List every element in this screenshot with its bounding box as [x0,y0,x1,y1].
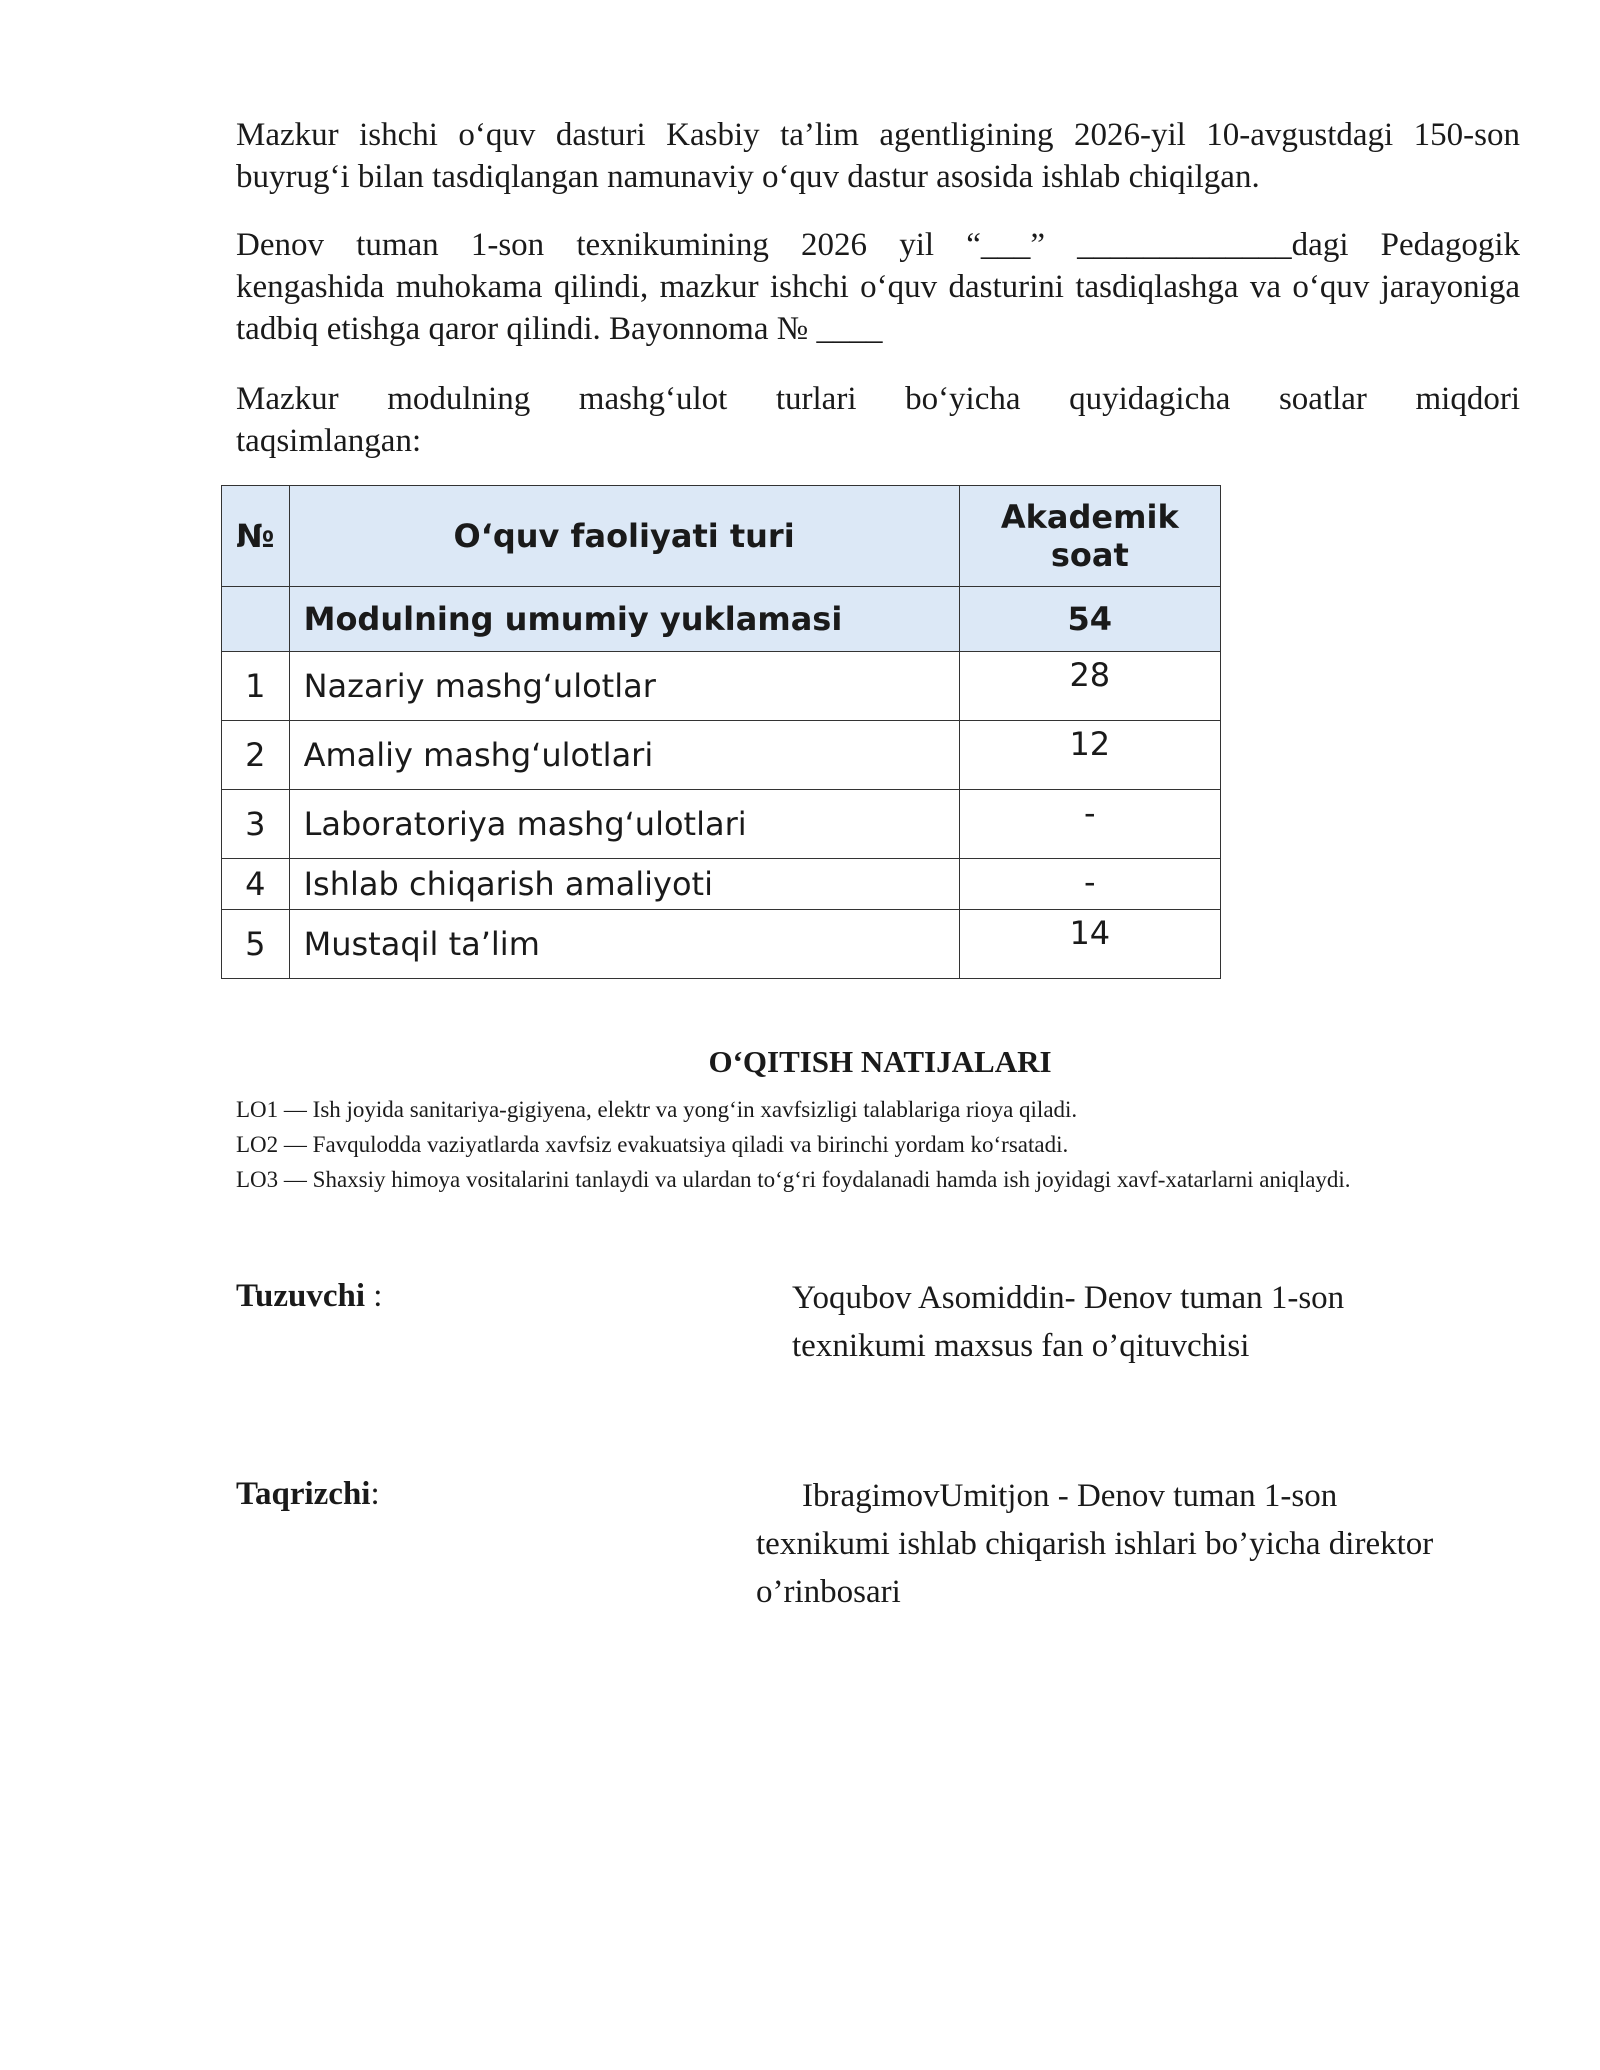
header-activity: O‘quv faoliyati turi [289,486,959,587]
table-row [222,859,1221,910]
total-activity: Modulning umumiy yuklamasi [289,587,959,652]
council-paragraph-rest: kengashida muhokama qilindi, mazkur ishchi o‘quv dasturini tasdiqlashga va o‘quv jarayoniga tadbiq etishga qaror qilindi. Bayonnoma № ____ [236,269,1520,347]
reviewer-info-line: IbragimovUmitjon - Denov tuman 1-son [802,1478,1338,1514]
row-activity: Nazariy mashg‘ulotlar [289,652,959,721]
header-num: № [222,486,290,587]
row-hours: 28 [959,652,1220,721]
table-header-row [222,486,1221,587]
outcome-item: LO1 — Ish joyida sanitariya-gigiyena, elektr va yong‘in xavfsizligi talablariga rioya qiladi. [236,1097,1078,1122]
intro-paragraph: Mazkur ishchi o‘quv dasturi Kasbiy ta’lim agentligining 2026-yil 10-avgustdagi 150-son buyrug‘i bilan tasdiqlangan namunaviy o‘quv dastur asosida ishlab chiqilgan. [236,117,1520,195]
table-total-row [222,587,1221,652]
table-row [222,652,1221,721]
outcome-item: LO3 — Shaxsiy himoya vositalarini tanlaydi va ulardan to‘g‘ri foydalanadi hamda ish joyidagi xavf-xatarlarni aniqlaydi. [236,1167,1351,1192]
row-hours: 12 [959,721,1220,790]
reviewer-info-line: o’rinbosari [756,1574,901,1610]
row-num: 2 [222,721,290,790]
row-hours: - [959,790,1220,859]
row-num: 1 [222,652,290,721]
author-info-line: Yoqubov Asomiddin- Denov tuman 1-son [792,1280,1345,1316]
author-label-text: Tuzuvchi [236,1278,366,1314]
row-activity: Amaliy mashg‘ulotlari [289,721,959,790]
header-hours: Akademik soat [959,486,1220,587]
row-hours: 14 [959,910,1220,979]
reviewer-info [756,1472,1433,1616]
council-paragraph [236,224,1520,350]
author-info-line: texnikumi maxsus fan o’qituvchisi [792,1328,1250,1364]
table-row [222,721,1221,790]
row-num: 4 [222,859,290,910]
outcome-item: LO2 — Favqulodda vaziyatlarda xavfsiz evakuatsiya qiladi va birinchi yordam ko‘rsatadi. [236,1132,1069,1157]
reviewer-label-colon: : [370,1476,380,1512]
table-row [222,790,1221,859]
author-label [236,1278,382,1315]
total-num [222,587,290,652]
hours-intro-line1: Mazkur modulning mashg‘ulot turlari bo‘yicha quyidagicha soatlar miqdori [236,381,1520,417]
author-info [792,1274,1344,1370]
row-num: 5 [222,910,290,979]
reviewer-label [236,1476,380,1513]
reviewer-info-line: texnikumi ishlab chiqarish ishlari bo’yicha direktor [756,1526,1434,1562]
hours-intro-paragraph [236,378,1520,462]
row-hours: - [959,859,1220,910]
row-activity: Ishlab chiqarish amaliyoti [289,859,959,910]
council-paragraph-line1: Denov tuman 1-son texnikumining 2026 yil “___” _____________dagi Pedagogik [236,227,1520,263]
outcomes-list [236,1092,1351,1197]
total-hours: 54 [959,587,1220,652]
row-activity: Laboratoriya mashg‘ulotlari [289,790,959,859]
reviewer-label-text: Taqrizchi [236,1476,371,1512]
author-label-colon: : [365,1278,383,1314]
row-num: 3 [222,790,290,859]
hours-table [221,485,1221,979]
row-activity: Mustaqil ta’lim [289,910,959,979]
hours-intro-rest: taqsimlangan: [236,423,422,459]
outcomes-title: O‘QITISH NATIJALARI [708,1044,1052,1079]
table-row [222,910,1221,979]
